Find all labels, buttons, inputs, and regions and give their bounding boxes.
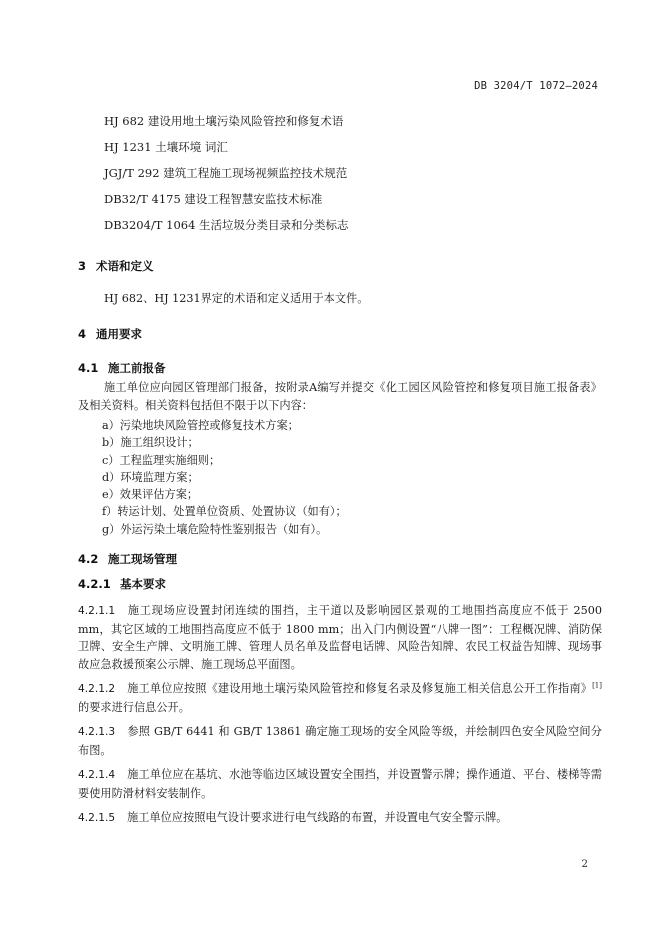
section-heading-4-1 (78, 360, 166, 376)
clause-text: 施工单位应按照《建设用地土壤污染风险管控和修复名录及修复施工相关信息公开工作指南》 (127, 682, 593, 695)
section-3-text: HJ 682、HJ 1231界定的术语和定义适用于本文件。 (104, 292, 369, 305)
section-title: 施工现场管理 (108, 552, 177, 566)
section-number: 4.2.1 (78, 577, 111, 591)
clause-text: 施工现场应设置封闭连续的围挡，主干道以及影响园区景观的工地围挡高度应不低于 2500 mm，其它区域的工地围挡高度应不低于 1800 mm；出入门内侧设置“八牌一图”：工程概况牌、消防保卫牌、安全生产牌、文明施工牌、管理人员名单及监督电话牌、风险告知牌、农民工权益告知牌、现场事故应急救援预案公示牌、施工现场总平面图。 (78, 604, 602, 671)
clause-number: 4.2.1.3 (78, 726, 116, 738)
list-item: b）施工组织设计； (102, 436, 199, 450)
section-title: 术语和定义 (96, 259, 154, 273)
reference-item: JGJ/T 292 建筑工程施工现场视频监控技术规范 (104, 166, 348, 180)
section-heading-4 (78, 326, 142, 342)
clause-number: 4.2.1.1 (78, 605, 116, 617)
clause-number: 4.2.1.4 (78, 769, 116, 781)
clause-4-2-1-3 (78, 723, 602, 759)
requirement-list (102, 417, 347, 538)
section-number: 4.2 (78, 552, 99, 566)
clause-text: 施工单位应在基坑、水池等临边区域设置安全围挡，并设置警示牌；操作通道、平台、楼梯等需要使用防滑材料安装制作。 (78, 768, 602, 800)
section-4-1-text: 施工单位应向园区管理部门报备，按附录A编写并提交《化工园区风险管控和修复项目施工报备表》及相关资料。相关资料包括但不限于以下内容： (78, 381, 602, 412)
section-title: 通用要求 (96, 327, 142, 341)
list-item: a）污染地块风险管控或修复技术方案； (102, 419, 299, 432)
reference-marker: [1] (592, 681, 602, 690)
list-item: g）外运污染土壤危险特性鉴别报告（如有）。 (102, 522, 328, 536)
clause-text-continued: 的要求进行信息公开。 (78, 700, 190, 714)
page-number: 2 (581, 858, 588, 870)
document-code: DB 3204/T 1072—2024 (474, 80, 598, 92)
clause-4-2-1-4 (78, 766, 602, 802)
list-item: f）转运计划、处置单位资质、处置协议（如有）； (102, 505, 347, 519)
clause-4-2-1-5 (78, 809, 602, 828)
section-number: 4.1 (78, 361, 99, 375)
reference-item: DB32/T 4175 建设工程智慧安监技术标准 (104, 192, 323, 206)
section-title: 施工前报备 (108, 361, 166, 375)
section-number: 3 (78, 259, 87, 273)
section-heading-3 (78, 258, 154, 274)
section-title: 基本要求 (120, 577, 166, 591)
clause-text: 施工单位应按照电气设计要求进行电气线路的布置，并设置电气安全警示牌。 (127, 811, 508, 824)
list-item: d）环境监理方案； (102, 470, 199, 484)
reference-item: HJ 1231 土壤环境 词汇 (104, 140, 228, 154)
section-heading-4-2 (78, 551, 177, 567)
list-item: e）效果评估方案； (102, 488, 199, 502)
clause-4-2-1-1 (78, 602, 602, 673)
list-item: c）工程监理实施细则； (102, 453, 221, 467)
clause-number: 4.2.1.2 (78, 683, 116, 695)
reference-item: HJ 682 建设用地土壤污染风险管控和修复术语 (104, 114, 344, 128)
clause-text: 参照 GB/T 6441 和 GB/T 13861 确定施工现场的安全风险等级，并绘制四色安全风险空间分布图。 (78, 725, 602, 757)
section-number: 4 (78, 327, 87, 341)
reference-item: DB3204/T 1064 生活垃圾分类目录和分类标志 (104, 218, 349, 232)
clause-4-2-1-2 (78, 680, 602, 716)
clause-number: 4.2.1.5 (78, 812, 116, 824)
section-heading-4-2-1 (78, 576, 166, 592)
